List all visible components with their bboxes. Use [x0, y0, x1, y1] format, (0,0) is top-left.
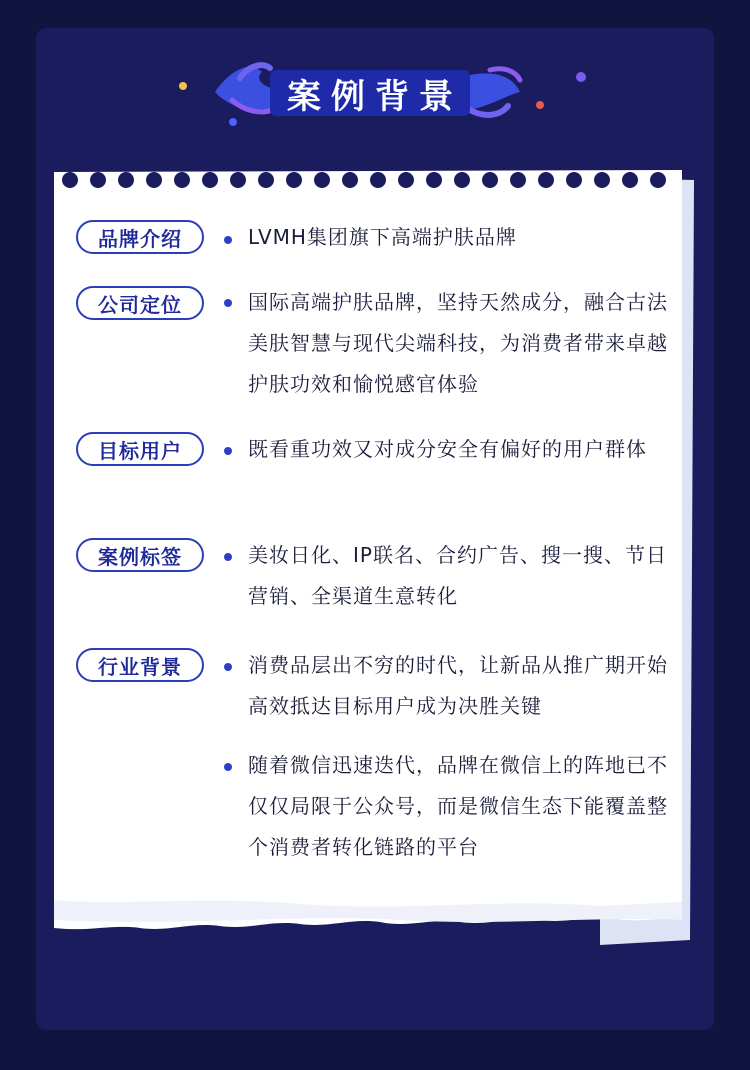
- bullet-text: 美妆日化、IP联名、合约广告、搜一搜、节日营销、全渠道生意转化: [248, 543, 667, 608]
- tag-company-positioning: [76, 286, 204, 320]
- tag-label: 目标用户: [98, 438, 182, 463]
- bullet-dot-icon: [224, 447, 232, 455]
- tag-label: 案例标签: [98, 544, 182, 569]
- bullet-dot-icon: [224, 236, 232, 244]
- bullet-text: 国际高端护肤品牌，坚持天然成分，融合古法美肤智慧与现代尖端科技，为消费者带来卓越护肤功效和愉悦感官体验: [248, 290, 668, 396]
- tag-label: 行业背景: [98, 654, 182, 679]
- bullet-text: LVMH集团旗下高端护肤品牌: [248, 225, 517, 249]
- bullet-dot-icon: [224, 763, 232, 771]
- bullet-dot-icon: [224, 663, 232, 671]
- bullet-text: 既看重功效又对成分安全有偏好的用户群体: [248, 437, 647, 461]
- tag-label: 公司定位: [98, 292, 182, 317]
- tag-industry-background: [76, 648, 204, 682]
- tag-brand-intro: [76, 220, 204, 254]
- page-title: 案例背景: [287, 76, 463, 117]
- bullet-text: 消费品层出不穷的时代，让新品从推广期开始高效抵达目标用户成为决胜关键: [248, 653, 668, 718]
- tag-label: 品牌介绍: [98, 226, 182, 251]
- bullet-dot-icon: [224, 299, 232, 307]
- tag-target-users: [76, 432, 204, 466]
- tag-case-tags: [76, 538, 204, 572]
- bullet-dot-icon: [224, 553, 232, 561]
- bullet-text: 随着微信迅速迭代，品牌在微信上的阵地已不仅仅局限于公众号，而是微信生态下能覆盖整个消费者转化链路的平台: [248, 753, 668, 859]
